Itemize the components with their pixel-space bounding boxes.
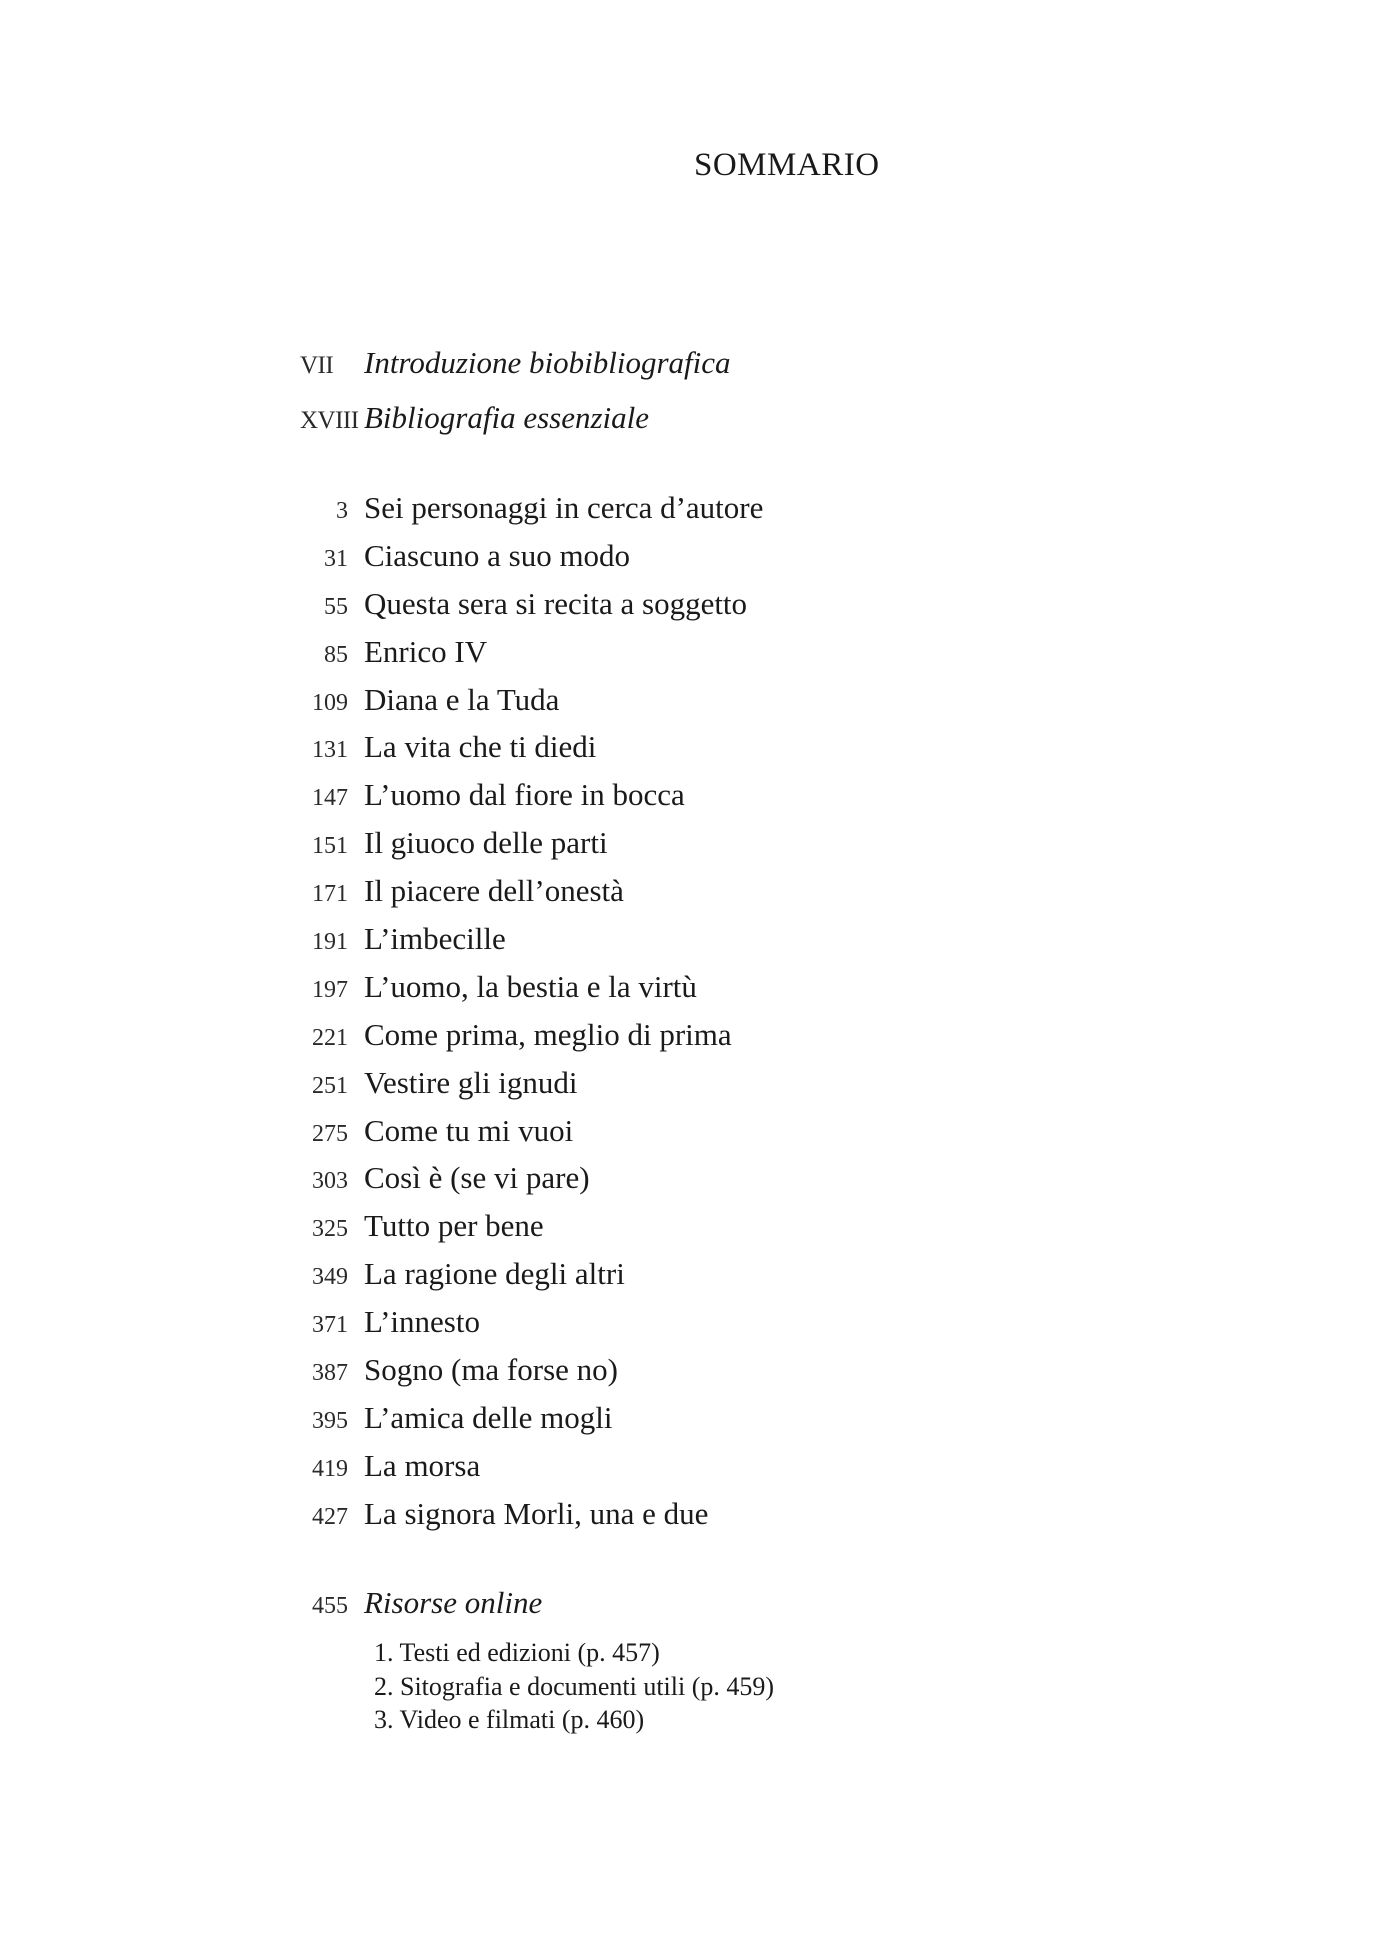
entry-title: Risorse online bbox=[364, 1585, 543, 1620]
toc-entry[interactable] bbox=[300, 490, 1000, 538]
toc-entry[interactable] bbox=[300, 969, 1000, 1017]
toc-entry[interactable] bbox=[300, 1496, 1000, 1544]
toc-entry[interactable] bbox=[300, 1017, 1000, 1065]
toc-entry[interactable] bbox=[300, 634, 1000, 682]
toc-entry[interactable] bbox=[300, 682, 1000, 730]
toc-entry[interactable] bbox=[300, 1208, 1000, 1256]
list-item[interactable]: 3. Video e filmati (p. 460) bbox=[374, 1705, 645, 1734]
entry-title: L’uomo dal fiore in bocca bbox=[364, 777, 685, 813]
entry-title: Sei personaggi in cerca d’autore bbox=[364, 490, 764, 525]
page-number: 325 bbox=[312, 1216, 348, 1243]
entry-title: Così è (se vi pare) bbox=[364, 1160, 590, 1196]
entry-title: Il piacere dell’onestà bbox=[364, 873, 624, 909]
entry-title: Sogno (ma forse no) bbox=[364, 1352, 618, 1388]
page-number: 197 bbox=[312, 976, 348, 1003]
page-number: 371 bbox=[312, 1312, 348, 1339]
toc-entry[interactable] bbox=[300, 1256, 1000, 1304]
toc-entry-introduzione[interactable] bbox=[300, 345, 1000, 400]
list-item[interactable]: 2. Sitografia e documenti utili (p. 459) bbox=[374, 1671, 775, 1701]
page-number: 85 bbox=[324, 641, 348, 668]
entry-title: La signora Morli, una e due bbox=[364, 1495, 709, 1531]
entry-title: Ciascuno a suo modo bbox=[364, 537, 631, 573]
toc-entry[interactable] bbox=[300, 1352, 1000, 1400]
page-number: 427 bbox=[312, 1503, 348, 1530]
page-number: 303 bbox=[312, 1168, 348, 1195]
page-number: XVIII bbox=[300, 407, 359, 434]
online-resources-list bbox=[374, 1636, 774, 1737]
page-number: VII bbox=[300, 352, 334, 379]
page-number: 3 bbox=[336, 498, 348, 524]
entry-title: Il giuoco delle parti bbox=[364, 825, 608, 861]
entry-title: Come tu mi vuoi bbox=[364, 1112, 574, 1148]
page-title: SOMMARIO bbox=[694, 147, 880, 183]
page-number: 171 bbox=[312, 881, 348, 908]
page-number: 151 bbox=[312, 833, 348, 860]
page-number: 147 bbox=[312, 785, 348, 812]
toc-entry[interactable] bbox=[300, 1160, 1000, 1208]
page-number: 109 bbox=[312, 689, 348, 716]
entry-title: Tutto per bene bbox=[364, 1208, 544, 1244]
entry-title: La vita che ti diedi bbox=[364, 729, 597, 765]
page-number: 275 bbox=[312, 1120, 348, 1147]
entry-title: Diana e la Tuda bbox=[364, 681, 560, 717]
page-number: 55 bbox=[324, 593, 348, 620]
toc-entry[interactable] bbox=[300, 921, 1000, 969]
toc-entry[interactable] bbox=[300, 1304, 1000, 1352]
page-number: 221 bbox=[312, 1024, 348, 1051]
page-number: 191 bbox=[312, 929, 348, 956]
front-matter-list bbox=[300, 345, 1000, 455]
page-number: 395 bbox=[312, 1407, 348, 1434]
entry-title: Bibliografia essenziale bbox=[364, 400, 650, 435]
toc-entry[interactable] bbox=[300, 873, 1000, 921]
page-number: 131 bbox=[312, 737, 348, 764]
toc-entry[interactable] bbox=[300, 1065, 1000, 1113]
plays-list bbox=[300, 490, 1000, 1544]
page-number: 349 bbox=[312, 1264, 348, 1291]
toc-entry[interactable] bbox=[300, 1400, 1000, 1448]
entry-title: L’imbecille bbox=[364, 921, 506, 957]
page-number: 387 bbox=[312, 1360, 348, 1387]
toc-entry[interactable] bbox=[300, 1113, 1000, 1161]
entry-title: L’amica delle mogli bbox=[364, 1399, 613, 1435]
entry-title: Questa sera si recita a soggetto bbox=[364, 585, 748, 621]
page-number: 419 bbox=[312, 1455, 348, 1482]
entry-title: L’innesto bbox=[364, 1304, 480, 1340]
page-number: 31 bbox=[324, 545, 348, 572]
entry-title: Come prima, meglio di prima bbox=[364, 1016, 732, 1052]
entry-title: Introduzione biobibliografica bbox=[364, 345, 731, 380]
list-item[interactable]: 1. Testi ed edizioni (p. 457) bbox=[374, 1638, 660, 1667]
toc-entry[interactable] bbox=[300, 825, 1000, 873]
toc-entry-bibliografia[interactable] bbox=[300, 400, 1000, 455]
entry-title: L’uomo, la bestia e la virtù bbox=[364, 968, 697, 1004]
entry-title: La morsa bbox=[364, 1447, 481, 1483]
toc-entry-risorse-online[interactable] bbox=[300, 1585, 1000, 1633]
page-number: 251 bbox=[312, 1072, 348, 1099]
toc-entry[interactable] bbox=[300, 777, 1000, 825]
online-resources-section bbox=[300, 1585, 1000, 1633]
toc-entry[interactable] bbox=[300, 1448, 1000, 1496]
toc-entry[interactable] bbox=[300, 729, 1000, 777]
page-number: 455 bbox=[312, 1593, 348, 1619]
entry-title: La ragione degli altri bbox=[364, 1256, 625, 1292]
toc-entry[interactable] bbox=[300, 586, 1000, 634]
toc-entry[interactable] bbox=[300, 538, 1000, 586]
entry-title: Enrico IV bbox=[364, 633, 488, 669]
entry-title: Vestire gli ignudi bbox=[364, 1064, 578, 1100]
